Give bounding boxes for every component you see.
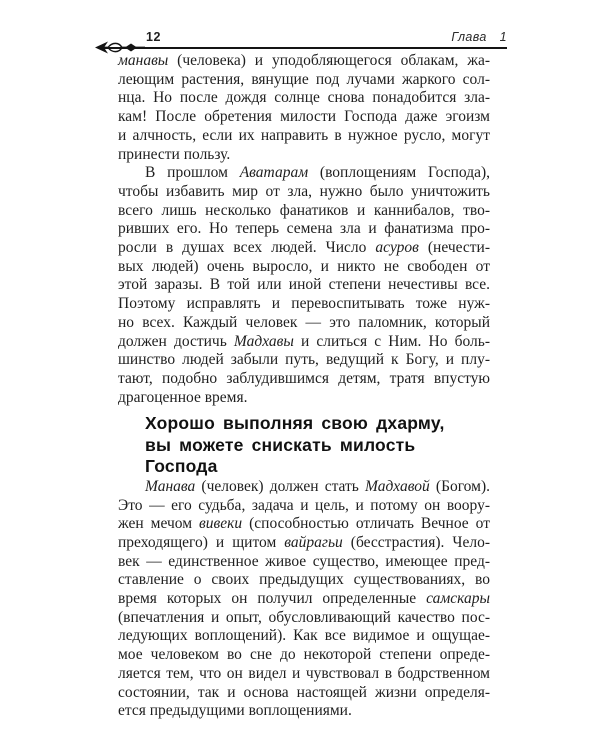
text-line: драгоценное время. — [118, 388, 248, 406]
text-line: росли в душах всех людей. Число асуров (нечести- — [118, 239, 491, 257]
text-line: должен достичь Мадхавы и слиться с Ним. Но боль- — [118, 332, 490, 350]
section-heading-line: Хорошо выполняя свою дхарму, — [145, 413, 445, 434]
page-body — [118, 52, 490, 721]
text-line: ется предыдущими воплощениями. — [118, 702, 352, 720]
text-line: мое человеком во сне до некоторой степени опреде- — [118, 646, 490, 664]
text-line: манавы (человека) и уподобляющегося облакам, жа- — [118, 52, 490, 69]
text-line: нца. Но после дождя солнце снова понадобится зла- — [118, 89, 490, 107]
text-line: (впечатления и опыт, обусловливающий качество пос- — [118, 608, 490, 626]
text-line: кам! После обретения милости Господа даже эгоизм — [118, 108, 490, 126]
text-line: принести пользу. — [118, 145, 231, 163]
text-line: Манава (человек) должен стать Мадхавой (Богом). — [145, 477, 490, 495]
section-heading — [118, 413, 490, 478]
paragraph — [118, 478, 490, 721]
text-line: леющим растения, вянущие под лучами жаркого сол- — [118, 70, 490, 88]
text-line: состоянии, так и основа настоящей жизни определя- — [118, 683, 490, 701]
text-line: ривших его. Но теперь семена зла и фанатизма про- — [118, 220, 490, 238]
text-line: шинство людей забыли путь, ведущий к Богу, и плу- — [118, 351, 490, 369]
text-line: чтобы избавить мир от зла, нужно было уничтожить — [118, 182, 490, 200]
text-line: но всех. Каждый человек — это паломник, который — [118, 313, 490, 331]
page-number: 12 — [146, 30, 161, 44]
text-line: всего лишь несколько фанатиков и каннибалов, тво- — [118, 201, 490, 219]
paragraph — [118, 52, 490, 164]
text-line: В прошлом Аватарам (воплощениям Господа), — [145, 164, 490, 182]
text-line: ставление о своих предыдущих существованиях, во — [118, 571, 490, 589]
text-line: век — единственное живое существо, имеющее пред- — [118, 552, 490, 570]
text-line: Поэтому исправлять и перевоспитывать тоже нуж- — [118, 295, 490, 313]
section-heading-line: вы можете снискать милость Господа — [145, 434, 416, 477]
text-line: Это — его судьба, задача и цель, и потому он воору- — [118, 496, 490, 514]
paragraph — [118, 164, 490, 407]
text-line: и алчность, если их направить в нужное русло, могут — [118, 126, 490, 144]
text-line: жен мечом вивеки (способностью отличать Вечное от — [118, 515, 490, 533]
text-line: этой заразы. В той или иной степени нечестивы все. — [118, 276, 490, 294]
text-line: ледующих воплощений). Как все видимое и ощущае- — [118, 627, 490, 645]
text-line: время которых он получил определенные самскары — [118, 590, 490, 608]
chapter-label: Глава 1 — [451, 30, 507, 44]
header-rule — [104, 47, 507, 49]
text-line: ляется тем, что он видел и чувствовал в бодрственном — [118, 664, 490, 682]
text-line: преходящего) и щитом вайрагьи (бесстрастия). Чело- — [118, 533, 490, 551]
text-line: вых людей) очень выросло, и никто не свободен от — [118, 257, 490, 275]
text-line: тают, подобно заблудившимся детям, тратя впустую — [118, 369, 490, 387]
